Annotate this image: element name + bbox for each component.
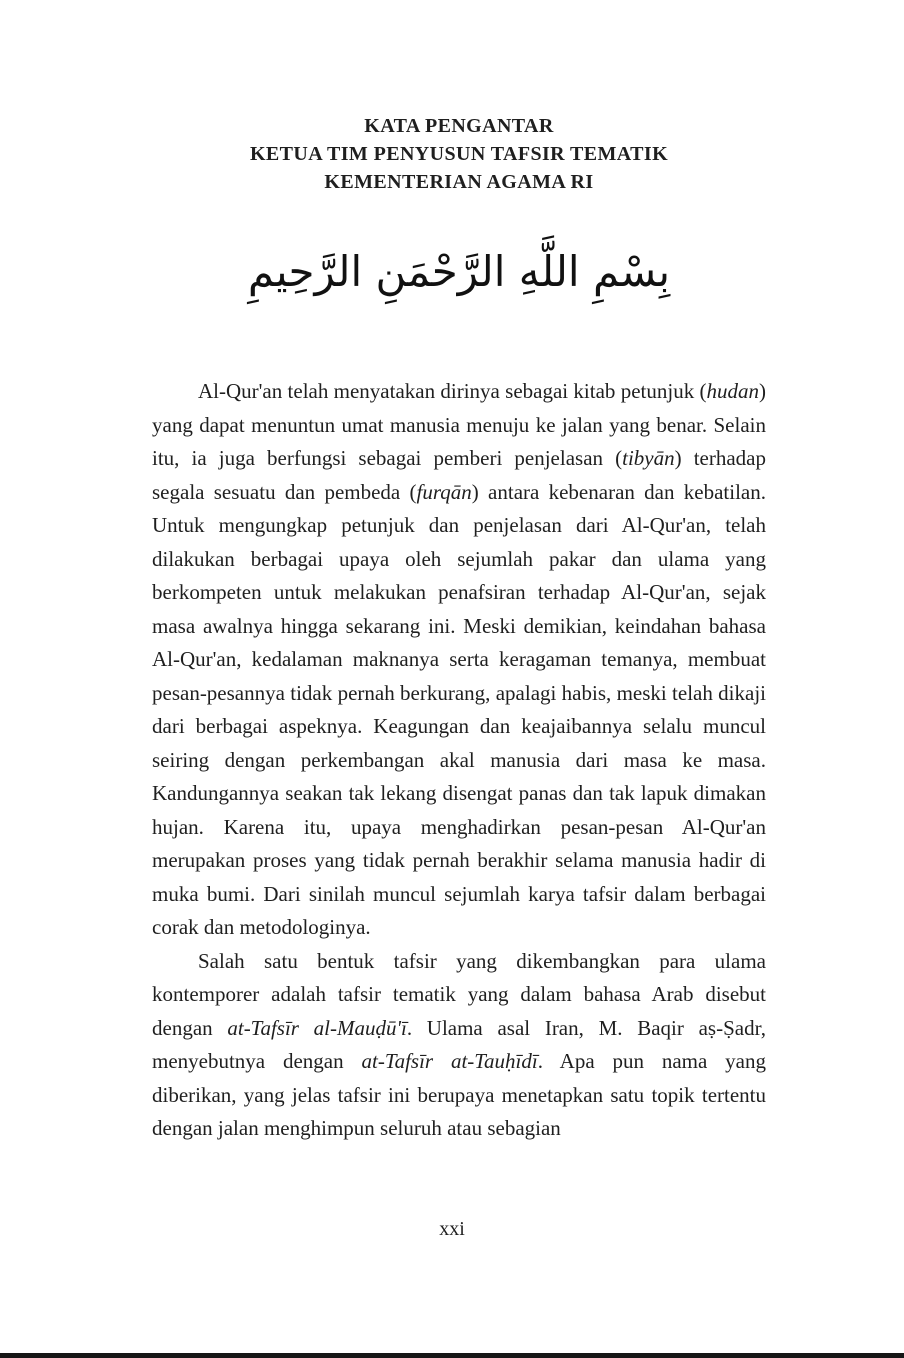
body-text — [152, 375, 766, 1146]
title-line-3: KEMENTERIAN AGAMA RI — [324, 171, 594, 193]
page-bottom-edge — [0, 1353, 904, 1358]
italic-term: at-Tafsīr at-Tauḥīdī — [361, 1049, 538, 1073]
italic-term: furqān — [416, 479, 472, 504]
title-line-1: KATA PENGANTAR — [364, 115, 554, 137]
italic-term: tibyān — [622, 446, 675, 470]
italic-term: hudan — [706, 379, 759, 403]
text-segment: . Ulama asal Iran, M. Baqir aṣ-Ṣadr, menyebutnya dengan — [152, 1015, 766, 1073]
page-number: xxi — [439, 1218, 465, 1240]
paragraph — [152, 375, 766, 945]
text-segment: ) terhadap segala sesuatu dan pembeda ( — [152, 446, 766, 504]
italic-term: at-Tafsīr al-Mauḍū'ī — [227, 1015, 407, 1040]
bismillah-calligraphy: بِسْمِ اللَّهِ الرَّحْمَنِ الرَّحِيمِ — [247, 247, 671, 296]
text-segment: ) antara kebenaran dan kebatilan. Untuk mengungkap petunjuk dan penjelasan dari Al-Qur'an, telah dilakukan berbagai upaya oleh sejumlah pakar dan ulama yang berkompeten untuk melakukan penafsiran terhadap Al-Qur'an, sejak masa awalnya hingga sekarang ini. Meski demikian, keindahan bahasa Al-Qur'an, kedalaman maknanya serta keragaman temanya, membuat pesan-pesannya tidak pernah berkurang, apalagi habis, meski telah dikaji dari berbagai aspeknya. Keagungan dan keajaibannya selalu muncul seiring dengan perkembangan akal manusia dari masa ke masa. Kandungannya seakan tak lekang disengat panas dan tak lapuk dimakan hujan. Karena itu, upaya menghadirkan pesan-pesan Al-Qur'an merupakan proses yang tidak pernah berakhir selama manusia hadir di muka bumi. Dari sinilah muncul sejumlah karya tafsir dalam berbagai corak dan metodologinya. — [152, 479, 766, 939]
text-segment: . Apa pun nama yang diberikan, yang jelas tafsir ini berupaya menetapkan satu topik tertentu dengan jalan menghimpun seluruh atau sebagian — [152, 1049, 767, 1140]
text-segment: Al-Qur'an telah menyatakan dirinya sebagai kitab petunjuk ( — [198, 379, 707, 403]
paragraph — [152, 945, 766, 1146]
text-segment: Salah satu bentuk tafsir yang dikembangkan para ulama kontemporer adalah tafsir tematik yang dalam bahasa Arab disebut dengan — [152, 948, 766, 1040]
title-line-2: KETUA TIM PENYUSUN TAFSIR TEMATIK — [249, 143, 669, 165]
chapter-title-block — [152, 112, 766, 196]
text-segment: ) yang dapat menuntun umat manusia menuju ke jalan yang benar. Selain itu, ia juga berfungsi sebagai pemberi penjelasan ( — [152, 379, 766, 470]
